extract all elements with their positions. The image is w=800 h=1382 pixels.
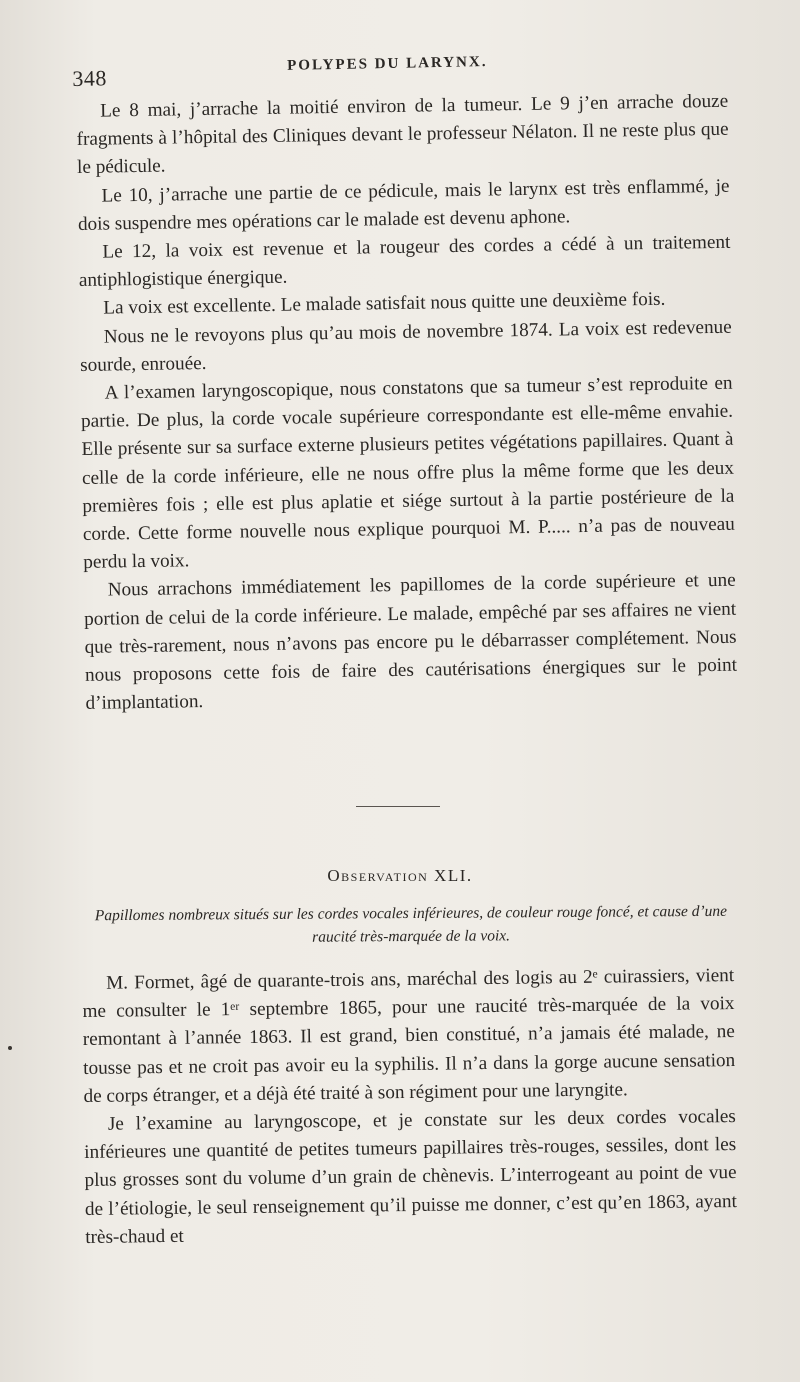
case-continuation-text	[76, 88, 738, 719]
running-title: POLYPES DU LARYNX.	[287, 54, 488, 74]
observation-subtitle: Papillomes nombreux situés sur les cordes vocales inférieures, de couleur rouge foncé, et cause d’une raucité très-marquée de la voix.	[94, 902, 728, 946]
margin-mark	[8, 1046, 12, 1050]
paragraph: Nous ne le revoyons plus qu’au mois de novembre 1874. La voix est redevenue sourde, enrouée.	[80, 316, 732, 376]
paragraph: A l’examen laryngoscopique, nous constatons que sa tumeur s’est reproduite en partie. De plus, la corde vocale supérieure correspondante est elle-même envahie. Elle présente sur sa surface externe plusieurs petites végétations papillaires. Quant à celle de la corde inférieure, elle ne nous offre plus la même forme que les deux premières fois ; elle est plus aplatie et siége surtout à la partie postérieure de la corde. Cette forme nouvelle nous explique pourquoi M. P..... n’a pas de nouveau perdu la voix.	[80, 372, 735, 574]
paragraph: Le 10, j’arrache une partie de ce pédicule, mais le larynx est très enflammé, je dois suspendre mes opérations car le malade est devenu aphone.	[77, 175, 730, 235]
paragraph: Nous arrachons immédiatement les papillomes de la corde supérieure et une portion de celui de la corde inférieure. Le malade, empêché par ses affaires ne vient que très-rarement, nous n’avons pas encore pu le débarrasser complétement. Nous nous proposons cette fois de faire des cautérisations énergiques sur le point d’implantation.	[84, 570, 738, 715]
observation-text	[82, 962, 737, 1252]
paragraph: Le 12, la voix est revenue et la rougeur des cordes a cédé à un traitement antiphlogistique énergique.	[78, 231, 731, 292]
paragraph: La voix est excellente. Le malade satisfait nous quitte une deuxième fois.	[103, 289, 666, 320]
paragraph: Le 8 mai, j’arrache la moitié environ de la tumeur. Le 9 j’en arrache douze fragments à l’hôpital des Cliniques devant le professeur Nélaton. Il ne reste plus que le pédicule.	[76, 90, 729, 179]
paragraph: Je l’examine au laryngoscope, et je constate sur les deux cordes vocales inférieures une quantité de petites tumeurs papillaires très-rouges, sessiles, dont les plus grosses sont du volume d’un grain de chènevis. L’interrogeant au point de vue de l’étiologie, le seul renseignement qu’il puisse me donner, c’est qu’en 1863, ayant très-chaud et	[84, 1106, 738, 1248]
section-separator-rule	[356, 806, 440, 807]
paragraph: M. Formet, âgé de quarante-trois ans, maréchal des logis au 2ᵉ cuirassiers, vient me consulter le 1ᵉʳ septembre 1865, pour une raucité très-marquée de la voix remontant à l’année 1863. Il est grand, bien constitué, n’a jamais été malade, ne tousse pas et ne croit pas avoir eu la syphilis. Il n’a dans la gorge aucune sensation de corps étranger, et a déjà été traité à son régiment pour une laryngite.	[82, 965, 736, 1107]
observation-title: Observation XLI.	[327, 866, 473, 885]
page-number: 348	[72, 65, 108, 91]
